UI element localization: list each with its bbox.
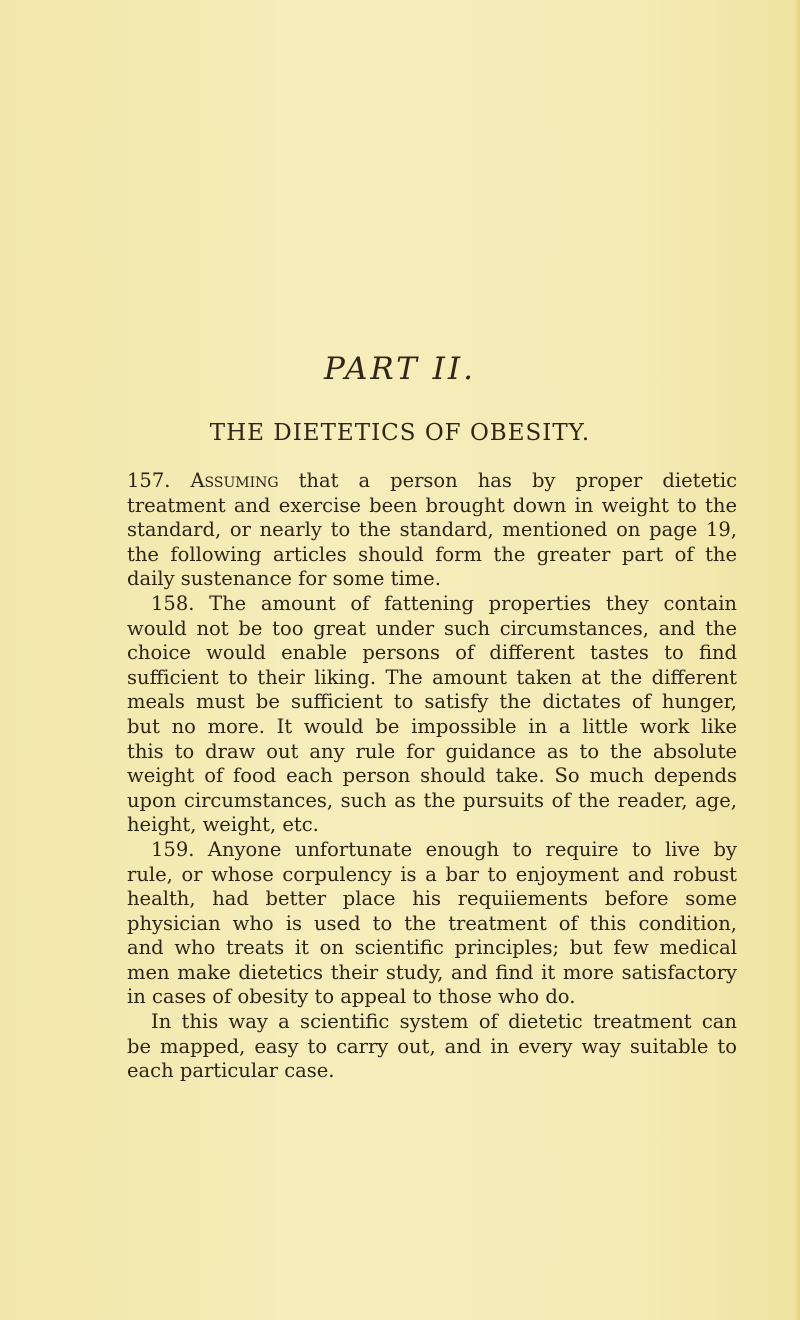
text-line: rule, or whose corpulency is a bar to enjoyment and robust bbox=[127, 862, 737, 886]
body-text bbox=[127, 469, 737, 1084]
text-line: sufficient to their liking. The amount taken at the different bbox=[127, 665, 737, 689]
text-line: and who treats it on scientific principles; but few medical bbox=[127, 936, 737, 960]
text-line: each particular case. bbox=[127, 1059, 335, 1083]
paragraph-157 bbox=[127, 469, 737, 592]
text-line: be mapped, easy to carry out, and in every way suitable to bbox=[127, 1034, 737, 1058]
text-line: this to draw out any rule for guidance as to the absolute bbox=[127, 739, 737, 763]
text-line: treatment and exercise been brought down in weight to the bbox=[127, 493, 737, 517]
part-title: PART II. bbox=[323, 351, 477, 387]
text-line: meals must be sufficient to satisfy the dictates of hunger, bbox=[127, 690, 737, 714]
lead-word: Assuming bbox=[190, 469, 279, 492]
paragraph-159 bbox=[127, 838, 737, 1010]
text-line: 158. The amount of fattening properties they contain bbox=[151, 591, 737, 615]
chapter-title: THE DIETETICS OF OBESITY. bbox=[209, 420, 591, 446]
paragraph-closing bbox=[127, 1010, 737, 1084]
text-line: choice would enable persons of different tastes to find bbox=[127, 641, 737, 665]
text-line: height, weight, etc. bbox=[127, 813, 319, 837]
line-text: that a person has by proper dietetic bbox=[298, 469, 737, 492]
text-line: In this way a scientific system of dietetic treatment can bbox=[151, 1010, 737, 1034]
text-line: daily sustenance for some time. bbox=[127, 567, 441, 591]
text-line: would not be too great under such circumstances, and the bbox=[127, 616, 737, 640]
text-line: health, had better place his requiiements before some bbox=[127, 887, 737, 911]
text-line: standard, or nearly to the standard, mentioned on page 19, bbox=[127, 518, 737, 542]
text-line: the following articles should form the greater part of the bbox=[127, 542, 737, 566]
page-edge-shadow bbox=[794, 0, 800, 1320]
text-line: weight of food each person should take. So much depends bbox=[127, 764, 737, 788]
paragraph-158 bbox=[127, 592, 737, 838]
paragraph-number: 157. bbox=[127, 469, 171, 492]
text-line: but no more. It would be impossible in a little work like bbox=[127, 714, 737, 738]
text-line: 159. Anyone unfortunate enough to require to live by bbox=[151, 837, 737, 861]
text-line bbox=[127, 469, 737, 494]
text-line: men make dietetics their study, and find it more satisfactory bbox=[127, 960, 737, 984]
text-line: upon circumstances, such as the pursuits of the reader, age, bbox=[127, 788, 737, 812]
text-line: in cases of obesity to appeal to those who do. bbox=[127, 985, 576, 1009]
text-line: physician who is used to the treatment of this condition, bbox=[127, 911, 737, 935]
